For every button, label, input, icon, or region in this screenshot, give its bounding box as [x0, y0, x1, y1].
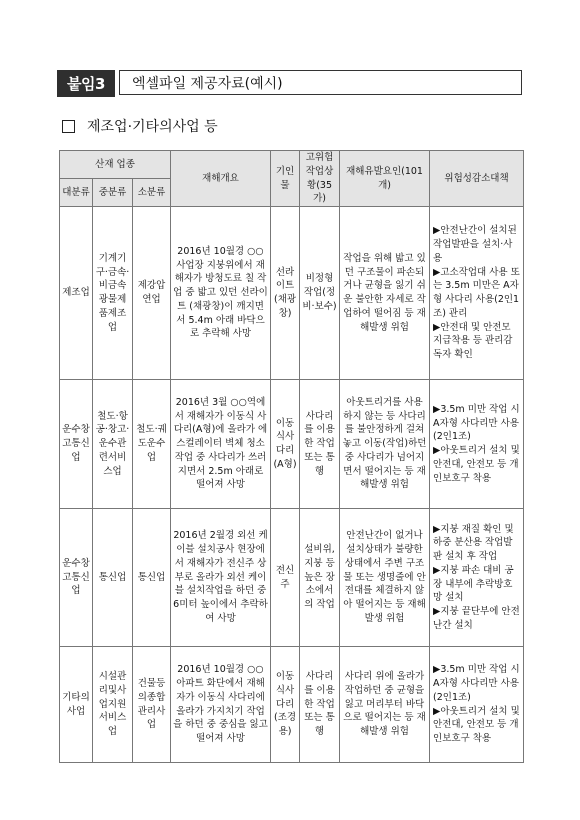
cell-measures	[430, 380, 524, 509]
cell-summary: 2016년 2월경 외선 케이블 설치공사 현장에서 재해자가 전신주 상부로 올라가 외선 케이블 설치작업을 하던 중 6미터 높이에서 추락하여 사망	[171, 509, 271, 647]
industry-group-header: 산재 업종	[60, 151, 171, 179]
cell-cause: 안전난간이 없거나 설치상태가 불량한 상태에서 주변 구조물 또는 생명줄에 안전대를 체결하지 않아 떨어지는 등 재해발생 위험	[340, 509, 430, 647]
cell-minor: 통신업	[133, 509, 171, 647]
cell-major: 운수창고통신업	[60, 380, 93, 509]
header-measure: 위험성감소대책	[430, 151, 524, 207]
cell-high-risk: 사다리를 이용한 작업 또는 통행	[300, 380, 340, 509]
header-mid: 중분류	[93, 179, 133, 207]
cell-object: 전신주	[271, 509, 300, 647]
cell-measures	[430, 647, 524, 763]
cell-measures	[430, 509, 524, 647]
header-cause: 재해유발요인(101개)	[340, 151, 430, 207]
cell-major: 운수창고통신업	[60, 509, 93, 647]
cell-major: 기타의사업	[60, 647, 93, 763]
cell-cause: 작업을 위해 밟고 있던 구조물이 파손되거나 균형을 잃기 쉬운 불안한 자세로 작업하여 떨어짐 등 재해발생 위험	[340, 207, 430, 380]
table-row	[60, 380, 524, 509]
cell-high-risk: 설비위, 지붕 등 높은 장소에서의 작업	[300, 509, 340, 647]
cell-measures	[430, 207, 524, 380]
measure-item: ▶3.5m 미만 작업 시 A자형 사다리만 사용(2인1조)	[433, 403, 520, 443]
cell-cause: 사다리 위에 올라가 작업하던 중 균형을 잃고 머리부터 바닥으로 떨어지는 등 재해발생 위험	[340, 647, 430, 763]
cell-object: 이동식사다리(A형)	[271, 380, 300, 509]
cell-summary: 2016년 3월 ○○역에서 재해자가 이동식 사다리(A형)에 올라가 에스컬레이터 벽체 청소작업 중 사다리가 쓰러지면서 2.5m 아래로 떨어져 사망	[171, 380, 271, 509]
cell-summary: 2016년 10월경 ○○아파트 화단에서 재해자가 이동식 사다리에 올라가 가지치기 작업을 하던 중 중심을 잃고 떨어져 사망	[171, 647, 271, 763]
hazard-table	[59, 150, 524, 763]
checkbox-icon	[62, 120, 75, 133]
header-minor: 소분류	[133, 179, 171, 207]
attachment-tag: 붙임3	[57, 70, 115, 97]
measure-item: ▶지붕 재질 확인 및 하중 분산용 작업발판 설치 후 작업	[433, 523, 514, 563]
section-heading	[62, 116, 218, 136]
cell-high-risk: 사다리를 이용한 작업 또는 통행	[300, 647, 340, 763]
header-major: 대분류	[60, 179, 93, 207]
measure-item: ▶아웃트리거 설치 및 안전대, 안전모 등 개인보호구 착용	[433, 705, 520, 745]
table-row	[60, 207, 524, 380]
measure-item: ▶고소작업대 사용 또는 3.5m 미만은 A자형 사다리 사용(2인1조) 관리	[433, 266, 520, 319]
cell-major: 제조업	[60, 207, 93, 380]
cell-object: 이동식사다리(조경용)	[271, 647, 300, 763]
cell-minor: 건물등의종합관리사업	[133, 647, 171, 763]
cell-object: 선라이트(채광창)	[271, 207, 300, 380]
measure-item: ▶지붕 끝단부에 안전 난간 설치	[433, 606, 520, 631]
cell-cause: 아웃트리거를 사용하지 않는 등 사다리를 불안정하게 걸쳐놓고 이동(작업)하던 중 사다리가 넘어지면서 떨어지는 등 재해발생 위험	[340, 380, 430, 509]
measure-item: ▶3.5m 미만 작업 시 A자형 사다리만 사용(2인1조)	[433, 664, 520, 703]
cell-summary: 2016년 10월경 ○○사업장 지붕위에서 재해자가 방청도료 칠 작업 중 밟고 있던 선라이트 (채광창)이 깨지면서 5.4m 아래 바닥으로 추락해 사망	[171, 207, 271, 380]
measure-item: ▶안전난간이 설치된 작업발판을 설치·사용	[433, 225, 517, 264]
measure-item: ▶지붕 파손 대비 공장 내부에 추락방호망 설치	[433, 564, 514, 604]
header-high-risk: 고위험작업상황(35가)	[300, 151, 340, 207]
cell-mid: 시설관리및사업지원서비스업	[93, 647, 133, 763]
attachment-header	[57, 70, 522, 97]
cell-minor: 제강압연업	[133, 207, 171, 380]
header-summary: 재해개요	[171, 151, 271, 207]
cell-mid: 철도·항공·창고·운수관련서비스업	[93, 380, 133, 509]
cell-minor: 철도·궤도운수업	[133, 380, 171, 509]
header-object: 기인물	[271, 151, 300, 207]
cell-mid: 통신업	[93, 509, 133, 647]
document-title: 엑셀파일 제공자료(예시)	[119, 70, 522, 95]
cell-high-risk: 비정형작업(정비·보수)	[300, 207, 340, 380]
measure-item: ▶아웃트리거 설치 및 안전대, 안전모 등 개인보호구 착용	[433, 445, 520, 484]
table-row	[60, 647, 524, 763]
measure-item: ▶안전대 및 안전모 지급착용 등 관리감독자 확인	[433, 321, 513, 361]
cell-mid: 기계기구·금속·비금속광물제품제조업	[93, 207, 133, 380]
section-title: 제조업·기타의사업 등	[87, 119, 218, 135]
table-row	[60, 509, 524, 647]
